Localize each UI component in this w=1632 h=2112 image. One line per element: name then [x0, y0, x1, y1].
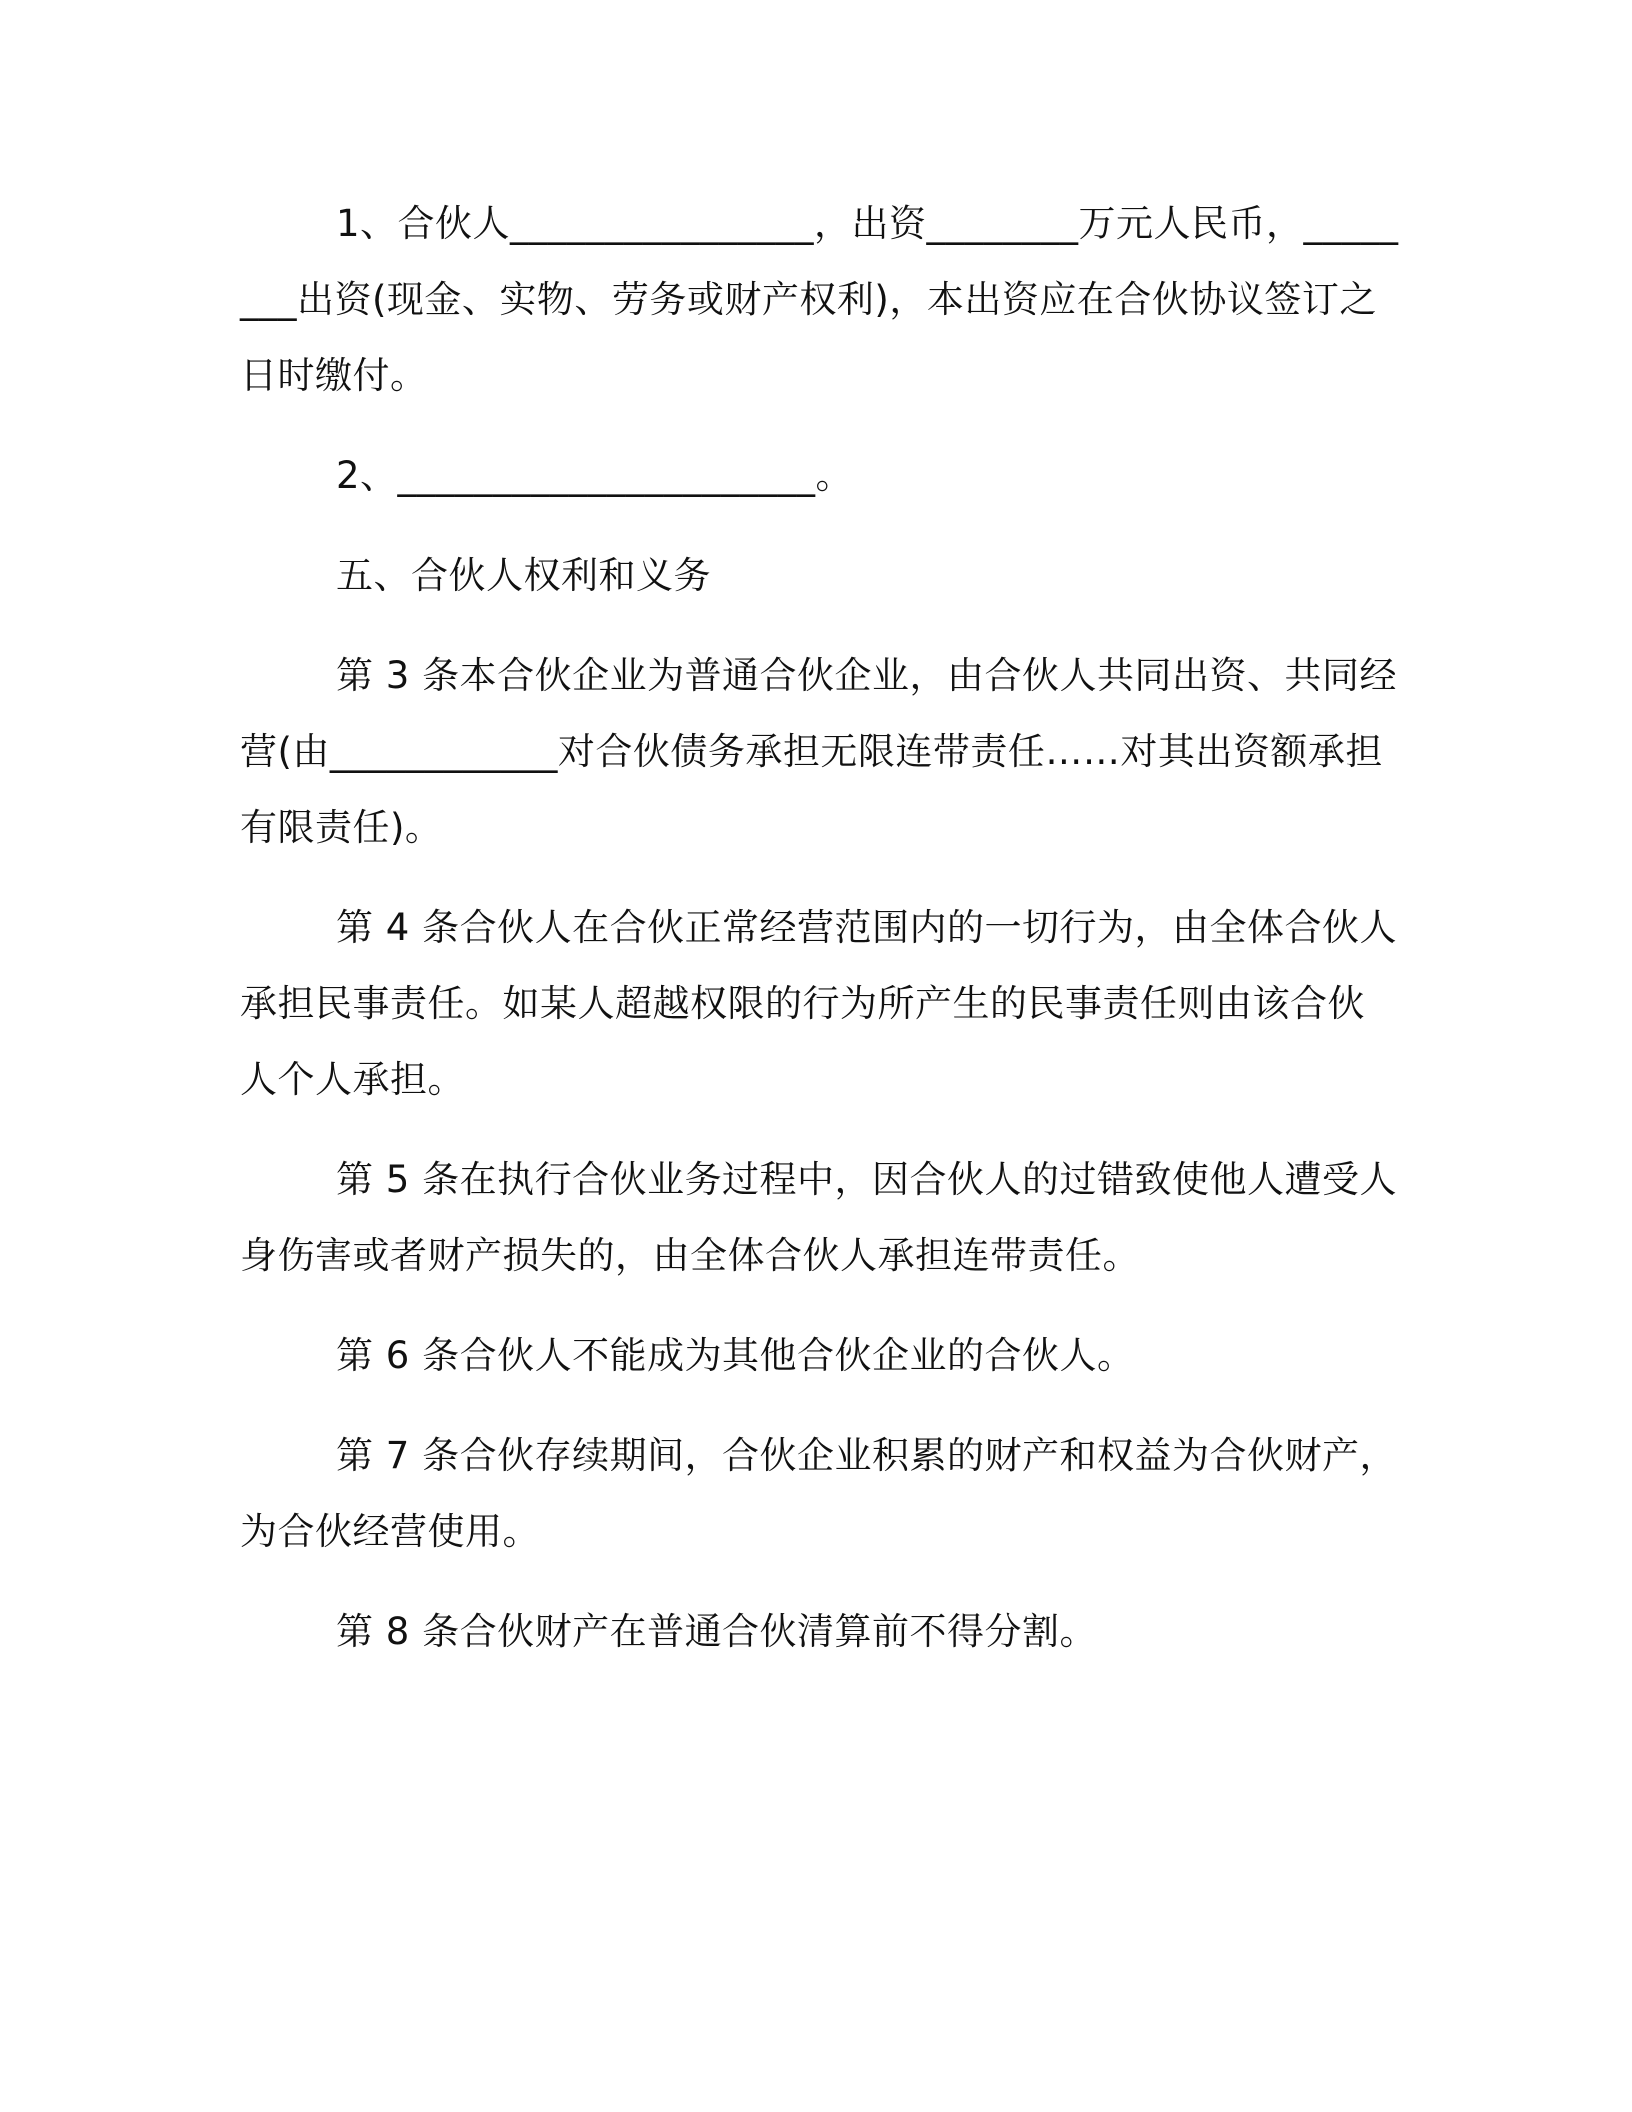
- article-7: 第 7 条合伙存续期间，合伙企业积累的财产和权益为合伙财产，为合伙经营使用。: [240, 1434, 1398, 1553]
- section-heading-rights-duties: 五、合伙人权利和义务: [336, 554, 711, 597]
- clause-contribution-2: 2、______________________。: [336, 454, 854, 497]
- document-body: [240, 186, 1400, 1694]
- article-8: 第 8 条合伙财产在普通合伙清算前不得分割。: [336, 1610, 1098, 1653]
- article-6: 第 6 条合伙人不能成为其他合伙企业的合伙人。: [336, 1334, 1135, 1377]
- clause-contribution-1: 1、合伙人________________，出资________万元人民币，________出资(现金、实物、劳务或财产权利)，本出资应在合伙协议签订之日时缴付。: [240, 202, 1399, 397]
- article-4: 第 4 条合伙人在合伙正常经营范围内的一切行为，由全体合伙人承担民事责任。如某人超越权限的行为所产生的民事责任则由该合伙人个人承担。: [240, 906, 1398, 1101]
- article-5: 第 5 条在执行合伙业务过程中，因合伙人的过错致使他人遭受人身伤害或者财产损失的，由全体合伙人承担连带责任。: [240, 1158, 1398, 1277]
- article-3: 第 3 条本合伙企业为普通合伙企业，由合伙人共同出资、共同经营(由____________对合伙债务承担无限连带责任……对其出资额承担有限责任)。: [240, 654, 1398, 849]
